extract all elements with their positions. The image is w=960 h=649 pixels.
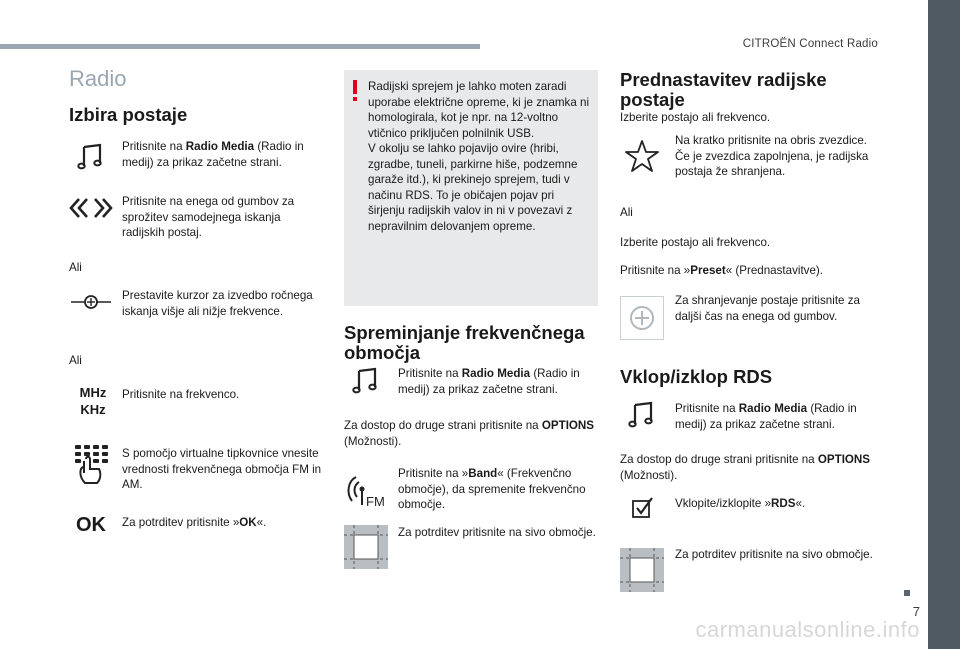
keypad-icon bbox=[69, 445, 113, 485]
cursor-slider-icon bbox=[69, 282, 113, 322]
section-heading-station-select: Izbira postaje bbox=[69, 104, 188, 125]
paragraph: Pritisnite na »Preset« (Prednastavitve). bbox=[620, 264, 824, 277]
or-text: Ali bbox=[69, 354, 82, 367]
step-text: Vklopite/izklopite »RDS«. bbox=[675, 497, 806, 510]
page-marker bbox=[904, 590, 910, 596]
or-text: Ali bbox=[620, 206, 633, 219]
gray-area-icon bbox=[344, 525, 388, 569]
step-text: Pritisnite na enega od gumbov za sprožitev samodejnega iskanja radijskih postaj. bbox=[122, 195, 295, 239]
step-text: Za potrditev pritisnite na sivo območje. bbox=[398, 526, 596, 539]
page-side-bar bbox=[928, 0, 960, 649]
step-text: Pritisnite na frekvenco. bbox=[122, 388, 240, 401]
step-text: Za shranjevanje postaje pritisnite za daljši čas na enega od gumbov. bbox=[675, 294, 860, 323]
step-text: Za potrditev pritisnite »OK«. bbox=[122, 516, 267, 529]
warning-icon bbox=[351, 80, 359, 107]
svg-text:FM: FM bbox=[366, 494, 385, 509]
paragraph: Za dostop do druge strani pritisnite na OPTIONS (Možnosti). bbox=[620, 453, 871, 482]
top-rule bbox=[0, 44, 480, 49]
star-icon bbox=[620, 136, 664, 176]
step-text: Pritisnite na Radio Media (Radio in medij) za prikaz začetne strani. bbox=[675, 402, 857, 431]
paragraph: Za dostop do druge strani pritisnite na OPTIONS (Možnosti). bbox=[344, 419, 595, 448]
music-note-icon bbox=[69, 136, 113, 176]
page-title: Radio bbox=[69, 66, 127, 91]
music-note-icon bbox=[344, 360, 388, 400]
step-text: Prestavite kurzor za izvedbo ročnega iskanja višje ali nižje frekvence. bbox=[122, 289, 313, 318]
warning-text: Radijski sprejem je lahko moten zaradi uporabe električne opreme, ki je znamka ni homologirala, kot je npr. na 12-voltno vtičnico priključen polnilnik USB. V okolju se lahko pojavijo ovire (hribi, zgradbe, tuneli, parkirne hiše, podzemne garaže itd.), ki prekinejo sprejem, tudi v načinu RDS. To je običajen pojav pri širjenju radijskih valov in ni v povezavi z nepravilnim delovanjem opreme. bbox=[368, 80, 590, 233]
checkbox-icon bbox=[620, 488, 664, 528]
gray-area-icon bbox=[620, 548, 664, 592]
step-text: Za potrditev pritisnite na sivo območje. bbox=[675, 548, 873, 561]
paragraph: Izberite postajo ali frekvenco. bbox=[620, 111, 771, 124]
step-text: Pritisnite na »Band« (Frekvenčno območje), da spremenite frekvenčno območje. bbox=[398, 467, 586, 511]
preset-add-icon bbox=[620, 296, 664, 340]
section-heading-rds: Vklop/izklop RDS bbox=[620, 366, 773, 387]
watermark: carmanualsonline.info bbox=[695, 617, 920, 642]
step-text: Pritisnite na Radio Media (Radio in medij) za prikaz začetne strani. bbox=[398, 367, 580, 396]
step-text: S pomočjo virtualne tipkovnice vnesite vrednosti frekvenčnega območja FM in AM. bbox=[122, 447, 322, 491]
or-text: Ali bbox=[69, 261, 82, 274]
step-text: Pritisnite na Radio Media (Radio in medij) za prikaz začetne strani. bbox=[122, 140, 304, 169]
section-heading-preset: Prednastavitev radijske postaje bbox=[620, 69, 827, 110]
running-header: CITROËN Connect Radio bbox=[742, 38, 878, 50]
radio-fm-icon bbox=[344, 470, 388, 510]
paragraph: Izberite postajo ali frekvenco. bbox=[620, 236, 771, 249]
seek-arrows-icon bbox=[69, 188, 113, 228]
step-text: Na kratko pritisnite na obris zvezdice. Če je zvezdica zapolnjena, je radijska postaja že shranjena. bbox=[675, 134, 869, 178]
section-heading-band: Spreminjanje frekvenčnega območja bbox=[344, 322, 585, 363]
mhz-khz-icon: MHz KHz bbox=[79, 385, 107, 417]
page-number: 7 bbox=[912, 604, 920, 619]
music-note-icon bbox=[620, 394, 664, 434]
ok-icon: OK bbox=[76, 514, 106, 536]
